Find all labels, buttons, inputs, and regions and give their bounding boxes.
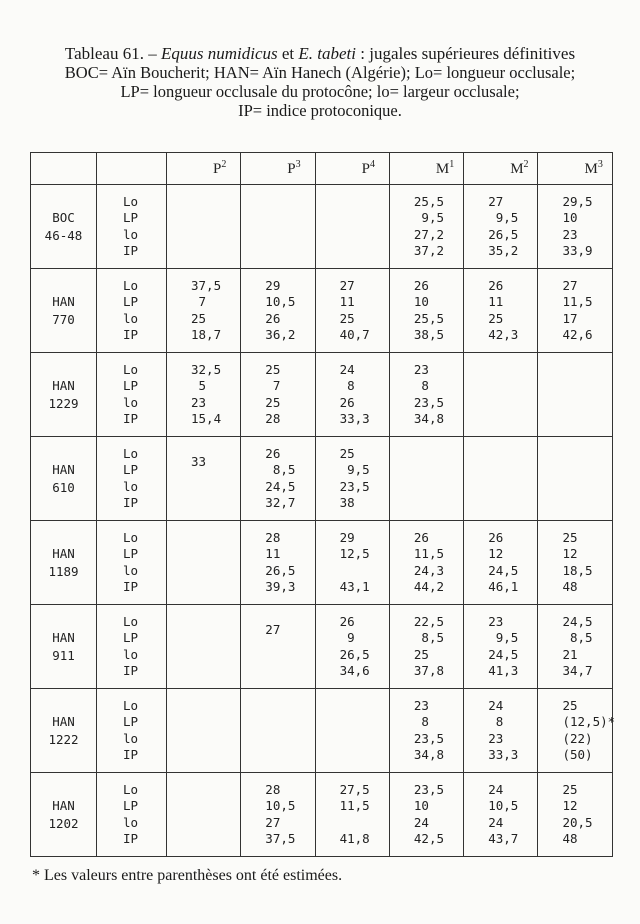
header-tooth-index: 4 xyxy=(369,159,375,170)
value-cell: 25 7 25 28 xyxy=(241,353,315,437)
table-row xyxy=(31,689,613,773)
caption-line-3: LP= longueur occlusale du protocône; lo= largeur occlusale; xyxy=(120,82,520,101)
table-row xyxy=(31,773,613,857)
header-tooth-index: 2 xyxy=(523,159,529,170)
header-tooth xyxy=(464,153,538,185)
header-tooth-label: M xyxy=(435,161,450,177)
header-blank-measure xyxy=(97,153,167,185)
value-cell: 33 xyxy=(167,437,241,521)
specimen-cell xyxy=(31,773,97,857)
header-tooth-index: 3 xyxy=(295,159,301,170)
caption-line-1 xyxy=(40,44,600,63)
site-code: HAN xyxy=(52,294,75,309)
header-tooth-label: P xyxy=(213,161,222,177)
specimen-cell xyxy=(31,437,97,521)
specimen-cell xyxy=(31,605,97,689)
specimen-number: 1229 xyxy=(48,395,79,411)
value-cell: 26 10 25,5 38,5 xyxy=(389,269,463,353)
specimen-number: 1202 xyxy=(48,815,79,831)
header-tooth-label: P xyxy=(361,161,370,177)
site-code: HAN xyxy=(52,630,75,645)
value-cell: 27 xyxy=(241,605,315,689)
species-name-1: Equus numidicus xyxy=(160,44,278,63)
footnote: * Les valeurs entre parenthèses ont été estimées. xyxy=(32,867,343,884)
header-tooth xyxy=(315,153,389,185)
caption-conj: et xyxy=(277,44,299,63)
value-cell: 24 10,5 24 43,7 xyxy=(464,773,538,857)
table-row xyxy=(31,269,613,353)
value-cell: 27 9,5 26,5 35,2 xyxy=(464,185,538,269)
value-cell: 23 8 23,5 34,8 xyxy=(389,353,463,437)
specimen-cell xyxy=(31,353,97,437)
value-cell: 32,5 5 23 15,4 xyxy=(167,353,241,437)
table-row xyxy=(31,353,613,437)
value-cell: 26 8,5 24,5 32,7 xyxy=(241,437,315,521)
site-code: HAN xyxy=(52,378,75,393)
caption-line-4: IP= indice protoconique. xyxy=(238,101,402,120)
specimen-cell xyxy=(31,185,97,269)
table-row xyxy=(31,185,613,269)
value-cell: 27,5 11,5 41,8 xyxy=(315,773,389,857)
header-tooth-index: 3 xyxy=(597,159,603,170)
value-cell xyxy=(538,437,612,521)
specimen-cell xyxy=(31,269,97,353)
site-code: HAN xyxy=(52,714,75,729)
value-cell xyxy=(167,605,241,689)
measure-labels: Lo LP lo IP xyxy=(97,773,167,857)
specimen-number: 1222 xyxy=(48,731,79,747)
value-cell xyxy=(538,353,612,437)
value-cell xyxy=(315,185,389,269)
specimen-cell xyxy=(31,521,97,605)
header-blank-site xyxy=(31,153,97,185)
value-cell xyxy=(167,521,241,605)
value-cell xyxy=(241,185,315,269)
site-code: HAN xyxy=(52,462,75,477)
header-tooth-index: 2 xyxy=(221,159,227,170)
value-cell: 37,5 7 25 18,7 xyxy=(167,269,241,353)
header-tooth xyxy=(241,153,315,185)
value-cell: 26 11,5 24,3 44,2 xyxy=(389,521,463,605)
site-code: BOC xyxy=(52,210,75,225)
value-cell: 28 10,5 27 37,5 xyxy=(241,773,315,857)
value-cell: 29,5 10 23 33,9 xyxy=(538,185,612,269)
value-cell: 27 11 25 40,7 xyxy=(315,269,389,353)
header-tooth xyxy=(538,153,612,185)
value-cell: 25 12 18,5 48 xyxy=(538,521,612,605)
header-tooth-label: M xyxy=(584,161,598,177)
value-cell: 25 9,5 23,5 38 xyxy=(315,437,389,521)
table-caption xyxy=(40,44,600,120)
caption-prefix: Tableau 61. – xyxy=(64,44,161,63)
header-tooth-label: M xyxy=(510,161,524,177)
header-row xyxy=(31,153,613,185)
header-tooth xyxy=(167,153,241,185)
value-cell xyxy=(167,773,241,857)
value-cell xyxy=(389,437,463,521)
value-cell: 25 12 20,5 48 xyxy=(538,773,612,857)
specimen-number: 46-48 xyxy=(44,227,83,243)
measure-labels: Lo LP lo IP xyxy=(97,185,167,269)
header-tooth-label: P xyxy=(287,161,296,177)
value-cell: 29 10,5 26 36,2 xyxy=(241,269,315,353)
caption-suffix: : jugales supérieures définitives xyxy=(356,44,576,63)
specimen-number: 770 xyxy=(52,311,75,327)
measure-labels: Lo LP lo IP xyxy=(97,689,167,773)
value-cell: 23,5 10 24 42,5 xyxy=(389,773,463,857)
value-cell xyxy=(241,689,315,773)
value-cell: 26 11 25 42,3 xyxy=(464,269,538,353)
caption-line-2: BOC= Aïn Boucherit; HAN= Aïn Hanech (Algérie); Lo= longueur occlusale; xyxy=(64,63,576,82)
measure-labels: Lo LP lo IP xyxy=(97,437,167,521)
species-name-2: E. tabeti xyxy=(298,44,357,63)
measure-labels: Lo LP lo IP xyxy=(97,353,167,437)
specimen-number: 610 xyxy=(52,479,75,495)
value-cell xyxy=(464,437,538,521)
value-cell: 29 12,5 43,1 xyxy=(315,521,389,605)
value-cell: 24 8 23 33,3 xyxy=(464,689,538,773)
specimen-number: 1189 xyxy=(48,563,79,579)
value-cell: 23 8 23,5 34,8 xyxy=(389,689,463,773)
value-cell xyxy=(167,185,241,269)
value-cell: 24 8 26 33,3 xyxy=(315,353,389,437)
value-cell: 28 11 26,5 39,3 xyxy=(241,521,315,605)
measure-labels: Lo LP lo IP xyxy=(97,521,167,605)
measure-labels: Lo LP lo IP xyxy=(97,605,167,689)
value-cell: 26 9 26,5 34,6 xyxy=(315,605,389,689)
table-row xyxy=(31,521,613,605)
value-cell: 25 (12,5)* (22) (50) xyxy=(538,689,612,773)
value-cell: 27 11,5 17 42,6 xyxy=(538,269,612,353)
table-row xyxy=(31,437,613,521)
header-tooth xyxy=(389,153,463,185)
value-cell: 24,5 8,5 21 34,7 xyxy=(538,605,612,689)
value-cell xyxy=(167,689,241,773)
value-cell: 25,5 9,5 27,2 37,2 xyxy=(389,185,463,269)
value-cell: 22,5 8,5 25 37,8 xyxy=(389,605,463,689)
header-tooth-index: 1 xyxy=(449,159,455,170)
site-code: HAN xyxy=(52,798,75,813)
measurement-table xyxy=(30,152,616,857)
table-row xyxy=(31,605,613,689)
value-cell xyxy=(315,689,389,773)
value-cell: 23 9,5 24,5 41,3 xyxy=(464,605,538,689)
site-code: HAN xyxy=(52,546,75,561)
specimen-number: 911 xyxy=(52,647,75,663)
specimen-cell xyxy=(31,689,97,773)
value-cell: 26 12 24,5 46,1 xyxy=(464,521,538,605)
value-cell xyxy=(464,353,538,437)
measure-labels: Lo LP lo IP xyxy=(97,269,167,353)
